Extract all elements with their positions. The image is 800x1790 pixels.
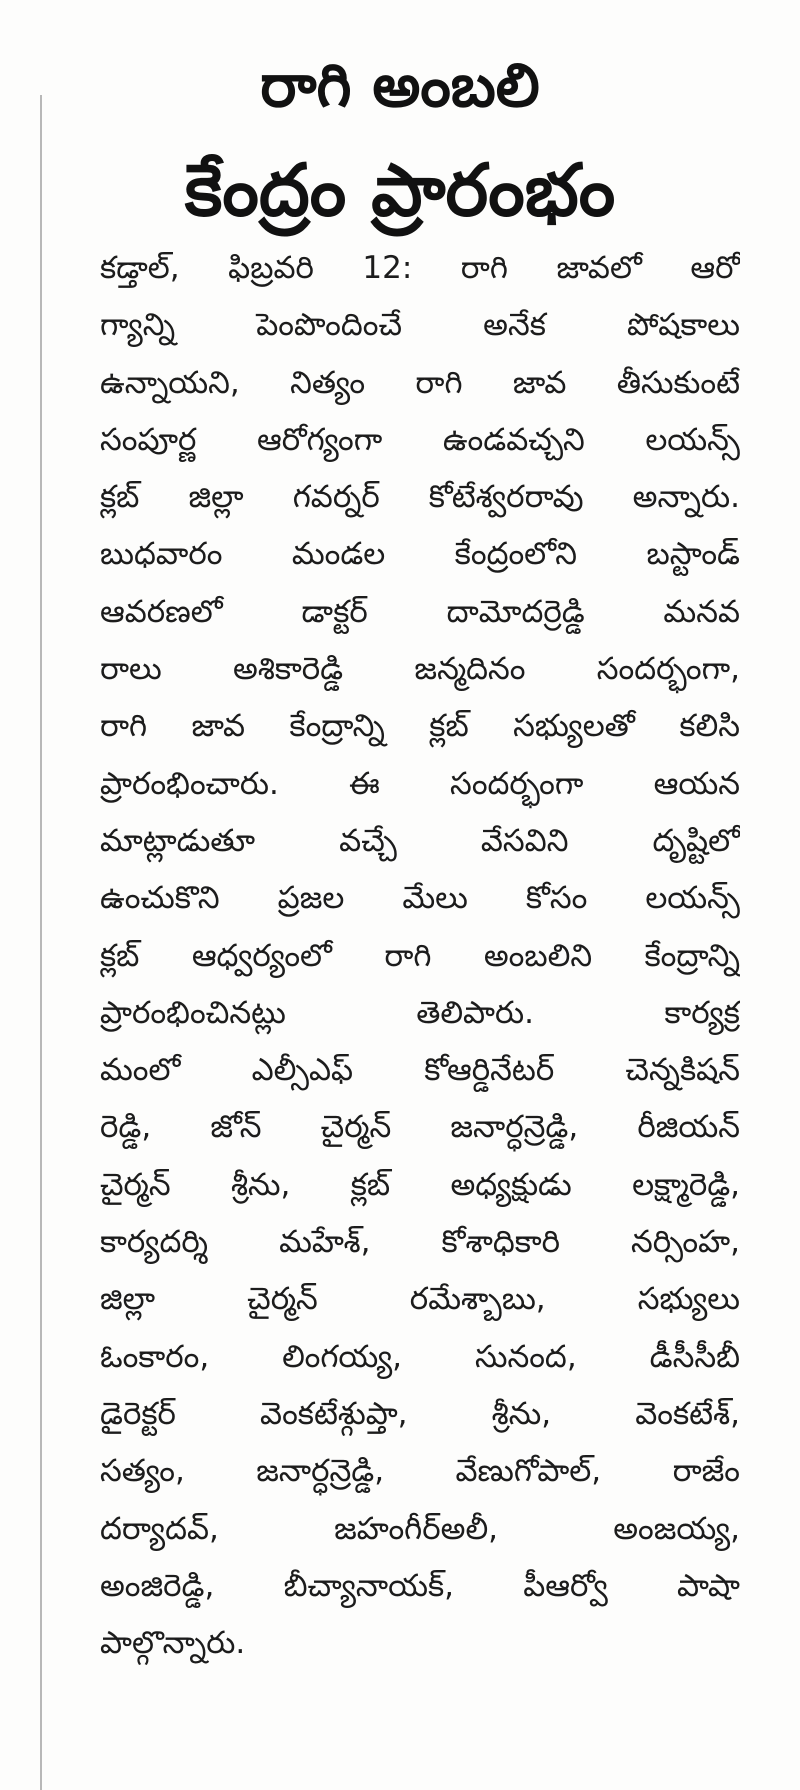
article-line: పాల్గొన్నారు. — [100, 1625, 246, 1662]
article-line: ఓంకారం, లింగయ్య, సునంద, డీసీసీబీ — [100, 1338, 740, 1375]
article-line: చైర్మన్ శ్రీను, క్లబ్ అధ్యక్షుడు లక్ష్మారెడ్డి, — [100, 1166, 740, 1203]
article-line: కడ్తాల్, ఫిబ్రవరి 12: రాగి జావలో ఆరో — [100, 250, 740, 286]
article-body — [100, 240, 740, 1672]
article-line: రాలు అశికారెడ్డి జన్మదినం సందర్భంగా, — [100, 651, 740, 688]
article-line: సత్యం, జనార్ధన్రెడ్డి, వేణుగోపాల్, రాజేం — [100, 1453, 740, 1490]
article-line: మంలో ఎల్సీఎఫ్ కోఆర్డినేటర్ చెన్నకిషన్ — [100, 1052, 740, 1089]
article-line: రాగి జావ కేంద్రాన్ని క్లబ్ సభ్యులతో కలిసి — [100, 708, 740, 745]
article-line: కార్యదర్శి మహేశ్, కోశాధికారి నర్సింహ, — [100, 1224, 740, 1261]
article-line: దర్యాదవ్, జహంగీర్అలీ, అంజయ్య, — [100, 1510, 740, 1547]
article-line: ఉంచుకొని ప్రజల మేలు కోసం లయన్స్ — [100, 880, 740, 917]
headline-line-2: కేంద్రం ప్రారంభం — [184, 148, 616, 232]
article-line: క్లబ్ జిల్లా గవర్నర్ కోటేశ్వరరావు అన్నారు. — [100, 479, 740, 516]
article-line: రెడ్డి, జోన్ చైర్మన్ జనార్ధన్రెడ్డి, రీజియన్ — [100, 1109, 740, 1146]
article-line: సంపూర్ణ ఆరోగ్యంగా ఉండవచ్చని లయన్స్ — [100, 421, 740, 458]
article-line: డైరెక్టర్ వెంకటేశ్గుప్తా, శ్రీను, వెంకటేశ్, — [100, 1395, 740, 1432]
article-line: ప్రారంభించారు. ఈ సందర్భంగా ఆయన — [100, 765, 740, 802]
column-divider — [40, 95, 42, 1790]
article-line: బుధవారం మండల కేంద్రంలోని బస్టాండ్ — [100, 536, 740, 573]
article-line: ఉన్నాయని, నిత్యం రాగి జావ తీసుకుంటే — [100, 364, 740, 401]
article-line: క్లబ్ ఆధ్వర్యంలో రాగి అంబలిని కేంద్రాన్ని — [100, 937, 740, 974]
article-line: జిల్లా చైర్మన్ రమేశ్బాబు, సభ్యులు — [100, 1281, 740, 1318]
headline-line-1: రాగి అంబలి — [260, 51, 540, 121]
article-line: ఆవరణలో డాక్టర్ దామోదర్రెడ్డి మనవ — [100, 593, 740, 630]
article-line: మాట్లాడుతూ వచ్చే వేసవిని దృష్టిలో — [100, 822, 740, 859]
article-line: ప్రారంభించినట్లు తెలిపారు. కార్యక్ర — [100, 994, 740, 1031]
article-line: అంజిరెడ్డి, బీచ్యానాయక్, పీఆర్వో పాషా — [100, 1567, 740, 1604]
article-line: గ్యాన్ని పెంపొందించే అనేక పోషకాలు — [100, 307, 740, 344]
